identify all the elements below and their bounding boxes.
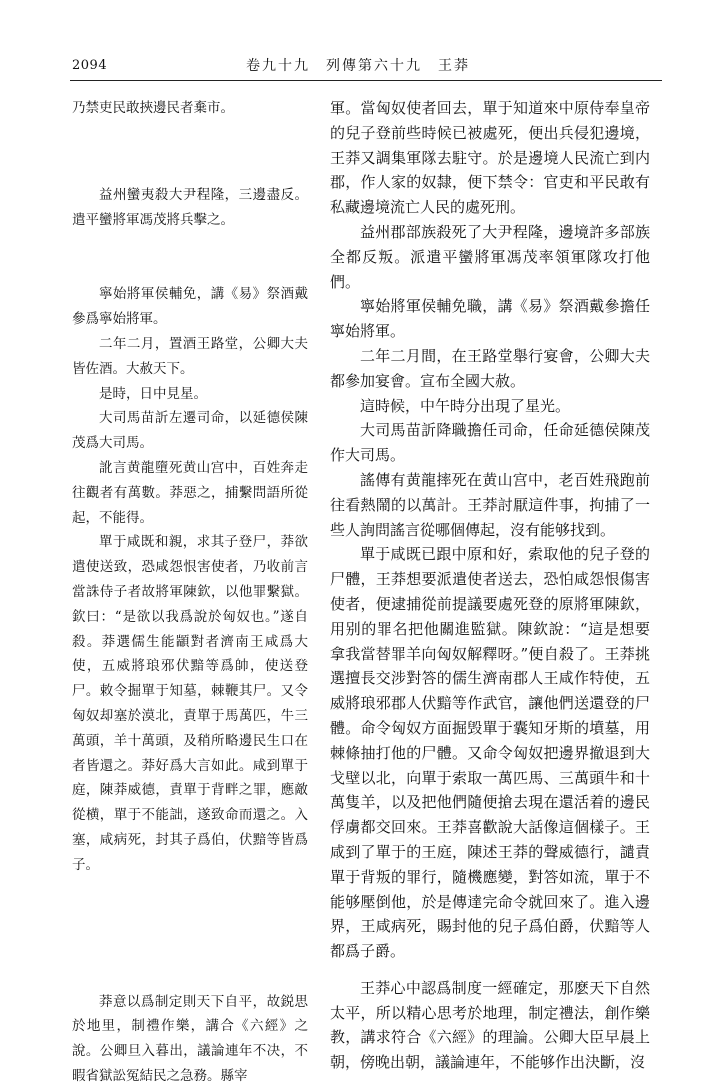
page-number: 2094	[72, 58, 108, 73]
classical-paragraph: 益州蠻夷殺大尹程隆，三邊盡反。遣平蠻將軍馮茂將兵擊之。	[72, 186, 308, 228]
translation-paragraph: 二年二月間，在王路堂舉行宴會，公卿大夫都參加宴會。宣布全國大赦。	[330, 346, 650, 390]
translation-paragraph: 單于咸既已跟中原和好，索取他的兒子登的尸體，王莽想要派遣使者送去，恐怕咸怨恨傷害使者，便逮捕從前提議要處死登的原將軍陳欽，用别的罪名把他關進監獄。陳欽說：“這是想要拿我當替罪羊向匈奴解釋呀。”便自殺了。王莽挑選擅長交涉對答的儒生濟南郡人王咸作特使，五威將琅邪郡人伏黯等作武官，讓他們送還登的尸體。命令匈奴方面掘毁單于囊知牙斯的墳墓，用棘條抽打他的尸體。又命令匈奴把邊界撤退到大戈壁以北，向單于索取一萬匹馬、三萬頭牛和十萬隻羊，以及把他們隨便搶去現在還活着的邊民俘虜都交回來。王莽喜歡說大話像這個樣子。王咸到了單于的王庭，陳述王莽的聲威德行，譴責單于背叛的罪行，隨機應變，對答如流，單于不能够壓倒他，於是傳達完命令就回來了。進入邊界，王咸病死，賜封他的兒子爲伯爵，伏黯等人都爲子爵。	[330, 545, 650, 961]
paragraph-gap	[330, 964, 650, 976]
classical-paragraph: 寧始將軍侯輔免，講《易》祭酒戴參爲寧始將軍。	[72, 286, 308, 328]
running-head: 卷九十九 列傳第六十九 王莽	[246, 58, 470, 74]
translation-paragraph: 寧始將軍侯輔免職，講《易》祭酒戴參擔任寧始將軍。	[330, 297, 650, 341]
classical-text-column	[72, 96, 308, 1089]
classical-paragraph: 單于咸既和親，求其子登尸，莽欲遣使送致，恐咸怨恨害使者，乃收前言當誅侍子者故將軍陳欽，以他罪繫獄。欽曰：“是欲以我爲說於匈奴也。”遂自殺。莽選儒生能顓對者濟南王咸爲大使，五威將琅邪伏黯等爲帥，使送登尸。敕令掘單于知墓，棘鞭其尸。又令匈奴却塞於漠北，責單于馬萬匹，牛三萬頭，羊十萬頭，及稍所略邊民生口在者皆還之。莽好爲大言如此。咸到單于庭，陳莽威德，責單于背畔之罪，應敵從横，單于不能詘，遂致命而還之。入塞，咸病死，封其子爲伯，伏黯等皆爲子。	[72, 534, 308, 873]
translation-paragraph: 這時候，中午時分出現了星光。	[360, 396, 571, 415]
classical-paragraph: 乃禁吏民敢挾邊民者棄市。	[72, 100, 234, 116]
classical-paragraph: 大司馬苗訢左遷司命，以延德侯陳茂爲大司馬。	[72, 410, 308, 452]
translation-paragraph: 益州郡部族殺死了大尹程隆，邊境許多部族全都反叛。派遣平蠻將軍馮茂率領軍隊攻打他們。	[330, 222, 650, 291]
classical-paragraph: 莽意以爲制定則天下自平，故鋭思於地里，制禮作樂，講合《六經》之說。公卿旦入暮出，議論連年不决，不暇省獄訟冤結民之急務。縣宰	[72, 993, 308, 1084]
classical-paragraph: 二年二月，置酒王路堂，公卿大夫皆佐酒。大赦天下。	[72, 335, 308, 377]
vernacular-translation-column	[330, 96, 650, 1075]
translation-paragraph: 王莽心中認爲制度一經確定，那麽天下自然太平，所以精心思考於地理，制定禮法，創作樂教，講求符合《六經》的理論。公卿大臣早晨上朝，傍晚出朝，議論連年，不能够作出決斷，沒	[330, 978, 650, 1072]
paragraph-gap	[72, 121, 308, 183]
header-rule	[70, 80, 662, 81]
classical-paragraph: 是時，日中見星。	[99, 385, 207, 402]
classical-paragraph: 訛言黄龍墮死黄山宫中，百姓奔走往觀者有萬數。莽惡之，捕繫問語所從起，不能得。	[72, 459, 308, 526]
translation-paragraph: 大司馬苗訢降職擔任司命，任命延德侯陳茂作大司馬。	[330, 421, 650, 465]
paragraph-gap	[72, 878, 308, 990]
translation-paragraph: 軍。當匈奴使者回去，單于知道來中原侍奉皇帝的兒子登前些時候已被處死，便出兵侵犯邊境，王莽又調集軍隊去駐守。於是邊境人民流亡到内郡，作人家的奴隸，便下禁令：官吏和平民敢有私藏邊境流亡人民的處死刑。	[330, 99, 650, 217]
translation-paragraph: 謠傳有黄龍摔死在黄山宫中，老百姓飛跑前往看熱鬧的以萬計。王莽討厭這件事，拘捕了一些人詢問謠言從哪個傳起，沒有能够找到。	[330, 470, 650, 539]
paragraph-gap	[72, 232, 308, 282]
